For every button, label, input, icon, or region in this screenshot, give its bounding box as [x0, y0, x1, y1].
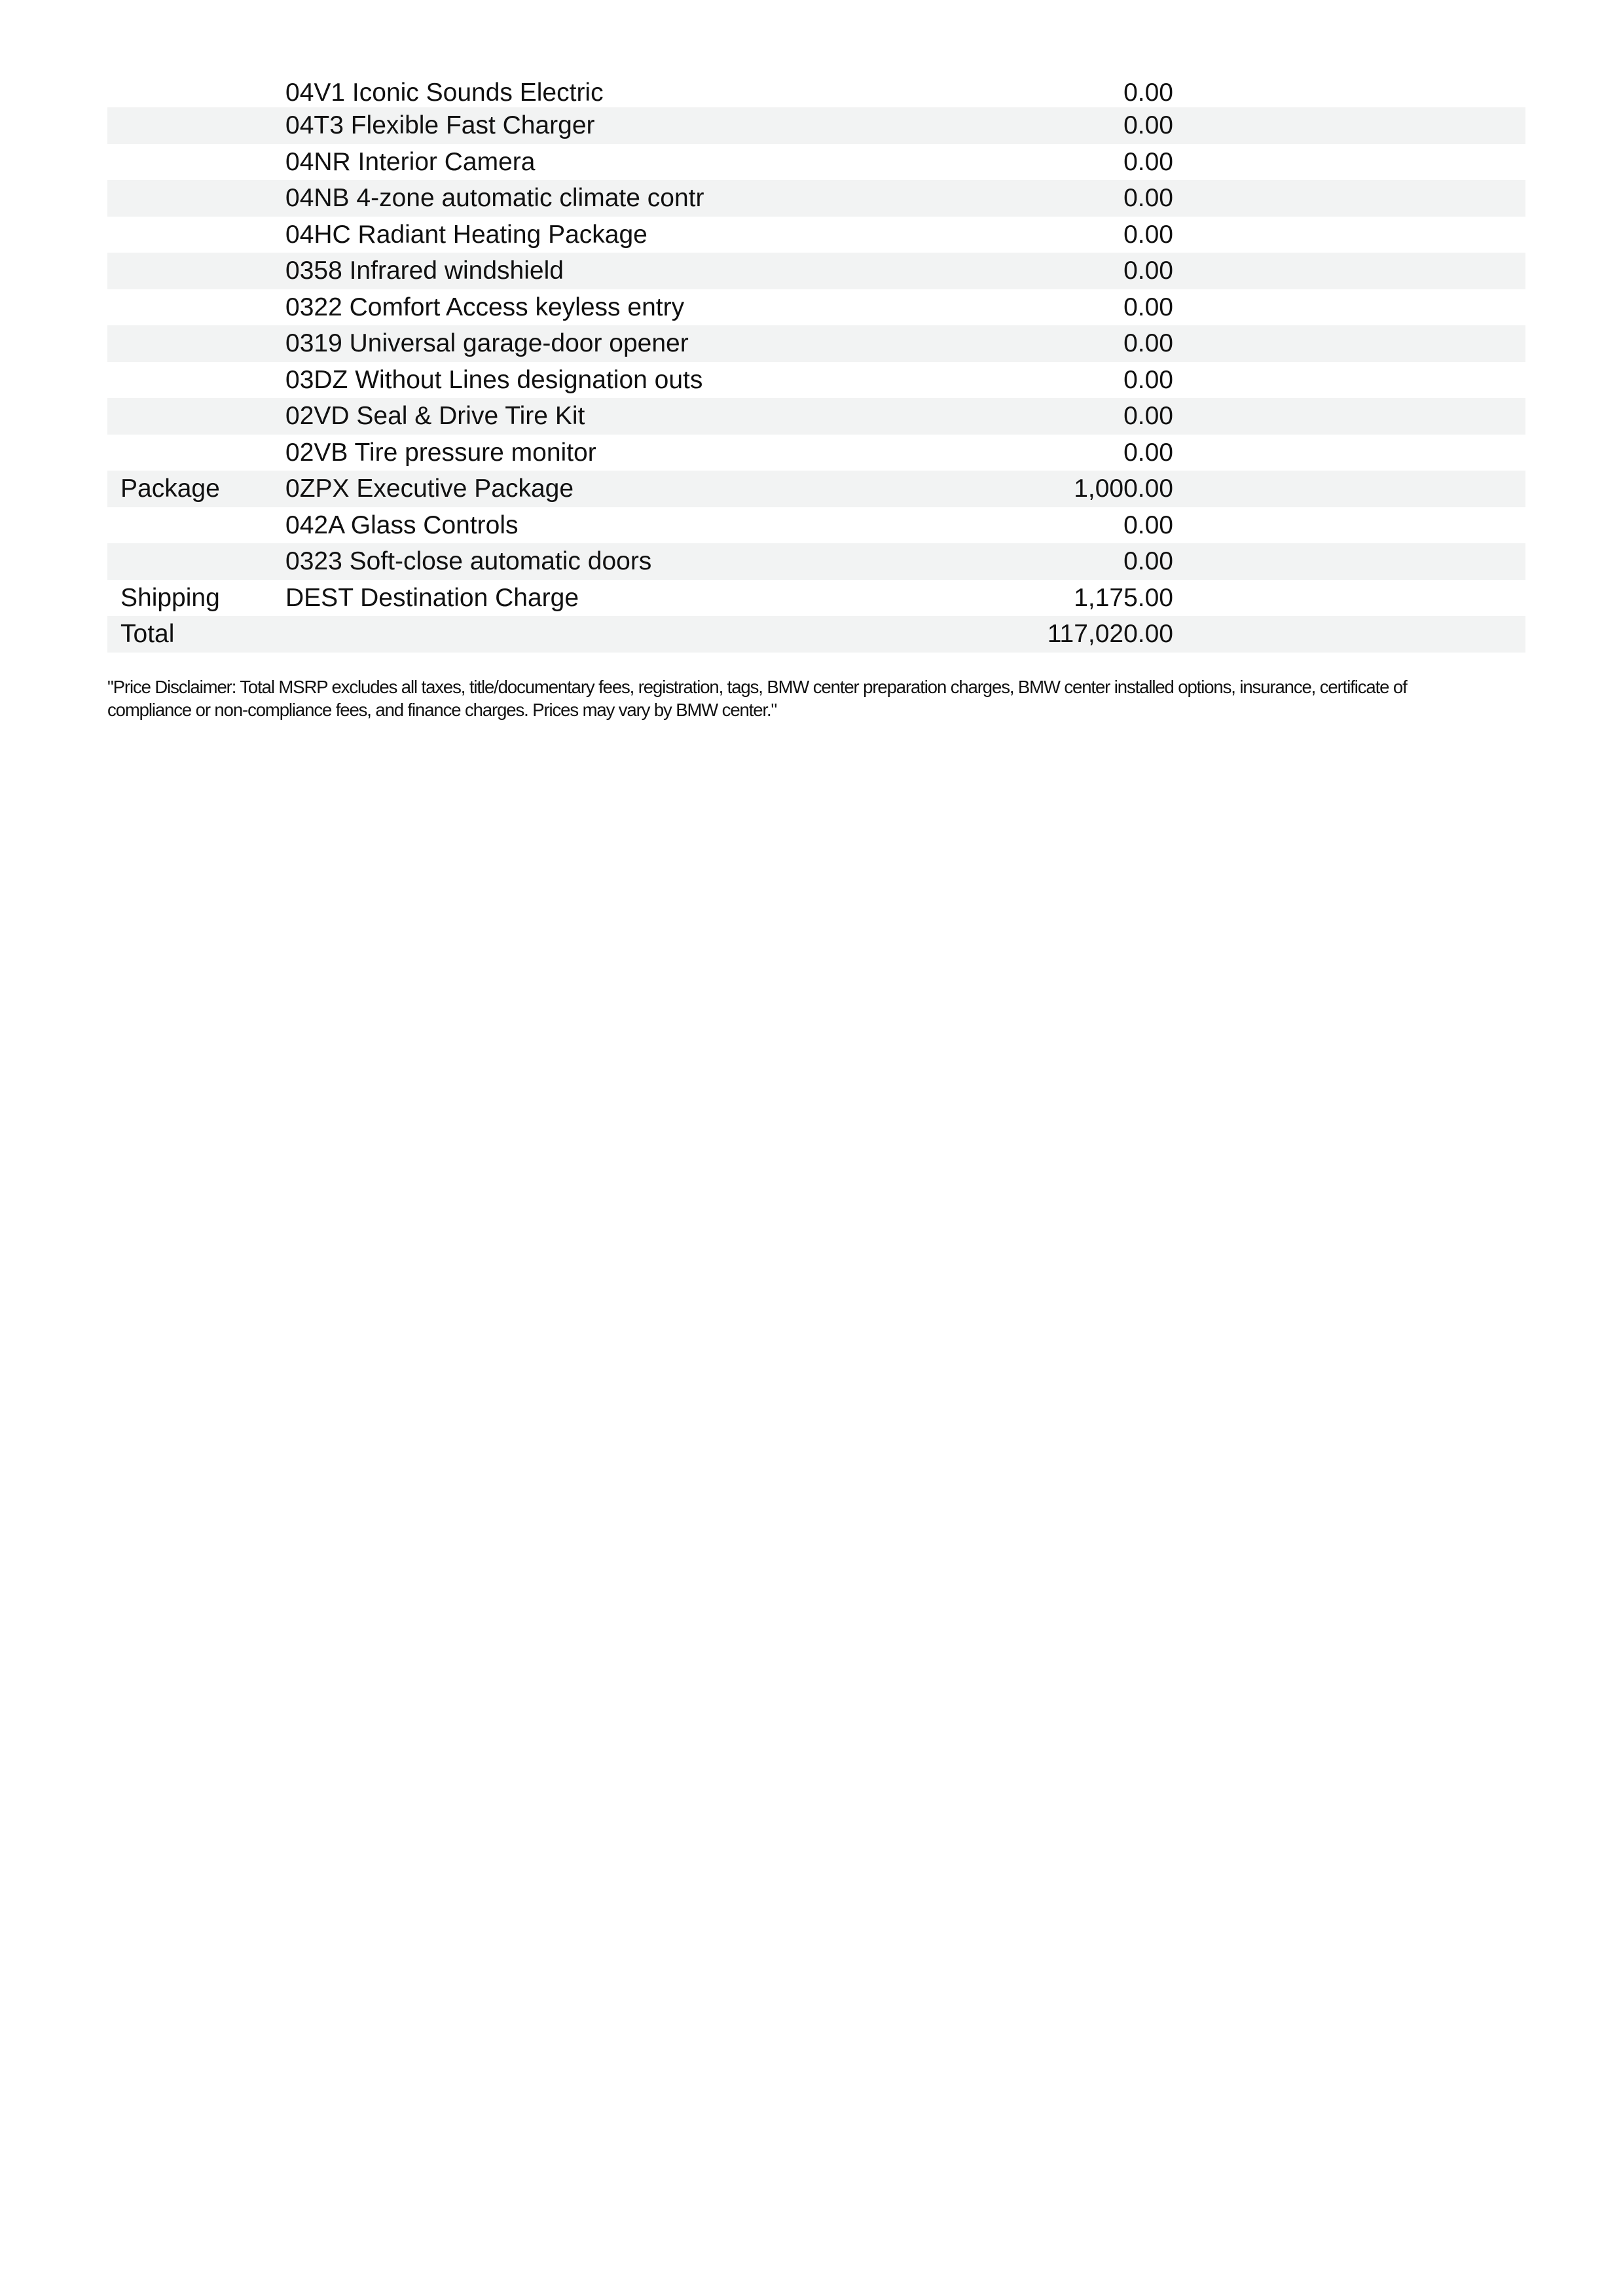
row-price: 0.00	[1123, 547, 1173, 575]
table-row	[107, 471, 1525, 507]
disclaimer-line: "Price Disclaimer: Total MSRP excludes all taxes, title/documentary fees, registration, tags, BMW center preparation charges, BMW center installed options, insurance, certificate of	[107, 677, 1407, 697]
row-item: 0358 Infrared windshield	[285, 257, 564, 285]
row-item: 0319 Universal garage-door opener	[285, 329, 689, 357]
row-item: 04HC Radiant Heating Package	[285, 220, 647, 249]
row-price: 0.00	[1123, 257, 1173, 285]
row-price: 1,175.00	[1074, 583, 1173, 612]
table-row	[107, 580, 1525, 617]
price-disclaimer	[107, 675, 1525, 721]
row-item: DEST Destination Charge	[285, 583, 579, 612]
table-row	[107, 107, 1525, 144]
table-row	[107, 507, 1525, 544]
table-row	[107, 543, 1525, 580]
total-price: 117,020.00	[1047, 620, 1173, 648]
row-price: 0.00	[1123, 220, 1173, 249]
row-price: 0.00	[1123, 511, 1173, 539]
total-label: Total	[120, 620, 175, 648]
row-item: 04V1 Iconic Sounds Electric	[285, 79, 604, 107]
row-item: 04NB 4-zone automatic climate contr	[285, 184, 704, 212]
row-price: 0.00	[1123, 438, 1173, 467]
table-row	[107, 435, 1525, 471]
row-price: 0.00	[1123, 402, 1173, 430]
row-price: 1,000.00	[1074, 475, 1173, 503]
row-item: 0ZPX Executive Package	[285, 475, 574, 503]
row-item: 0323 Soft-close automatic doors	[285, 547, 652, 575]
row-item: 0322 Comfort Access keyless entry	[285, 293, 685, 321]
price-table	[107, 79, 1525, 653]
row-category: Package	[120, 475, 220, 503]
table-row	[107, 325, 1525, 362]
row-item: 02VB Tire pressure monitor	[285, 438, 596, 467]
row-price: 0.00	[1123, 111, 1173, 139]
row-item: 03DZ Without Lines designation outs	[285, 365, 703, 394]
table-row	[107, 253, 1525, 289]
disclaimer-line: compliance or non-compliance fees, and finance charges. Prices may vary by BMW center."	[107, 700, 777, 720]
row-category: Shipping	[120, 583, 220, 612]
row-price: 0.00	[1123, 365, 1173, 394]
table-row	[107, 217, 1525, 253]
row-price: 0.00	[1123, 184, 1173, 212]
row-price: 0.00	[1123, 79, 1173, 107]
row-item: 042A Glass Controls	[285, 511, 519, 539]
row-item: 04T3 Flexible Fast Charger	[285, 111, 595, 139]
table-row	[107, 180, 1525, 217]
table-row	[107, 362, 1525, 399]
row-price: 0.00	[1123, 293, 1173, 321]
table-row	[107, 398, 1525, 435]
row-price: 0.00	[1123, 329, 1173, 357]
total-row	[107, 616, 1525, 653]
row-item: 04NR Interior Camera	[285, 147, 536, 176]
table-row	[107, 144, 1525, 181]
row-price: 0.00	[1123, 147, 1173, 176]
table-row	[107, 79, 1525, 107]
table-row	[107, 289, 1525, 326]
row-item: 02VD Seal & Drive Tire Kit	[285, 402, 585, 430]
